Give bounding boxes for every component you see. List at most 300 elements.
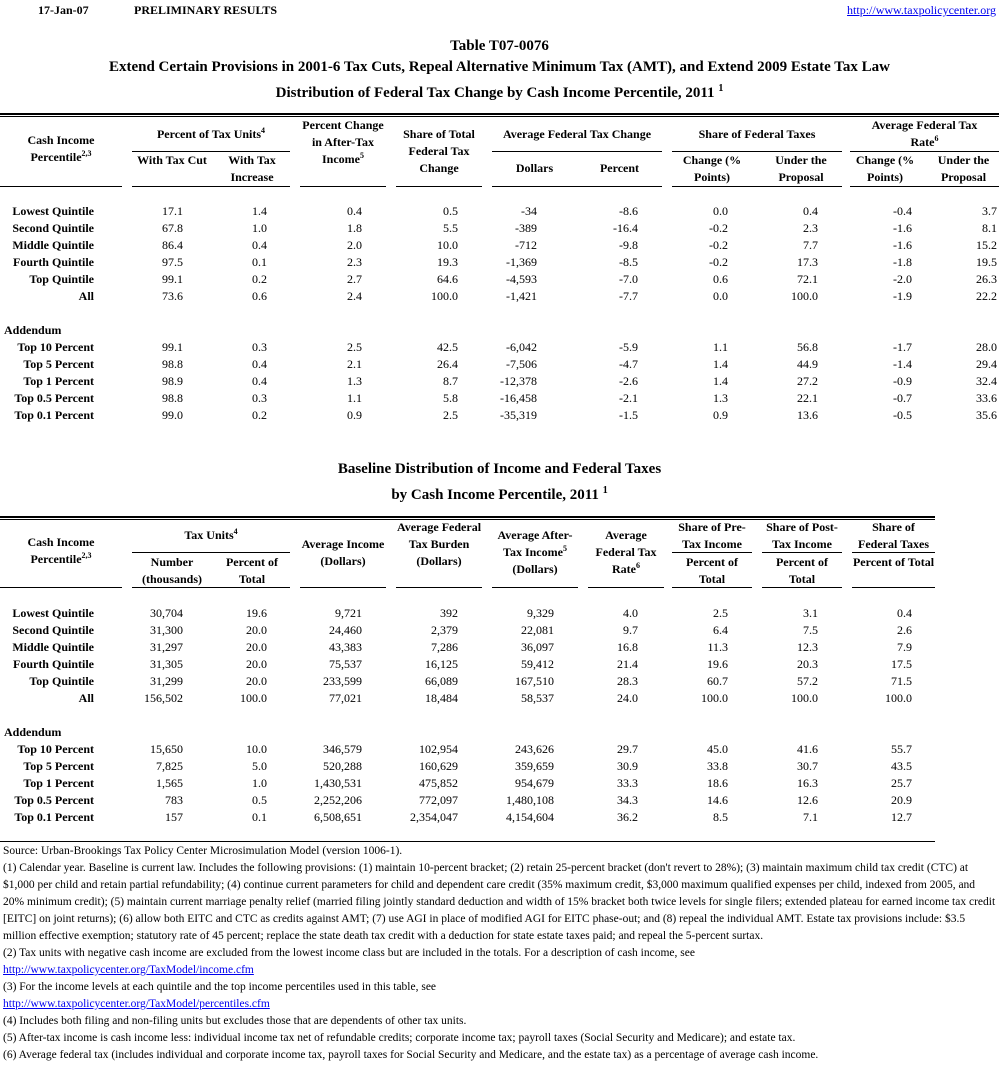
table-cell: 13.6 [797,408,818,422]
table-cell: 9,721 [335,606,362,620]
row-label: Middle Quintile [12,640,94,654]
footnote-5: (5) After-tax income is cash income less: individual income tax net of refundable credits; corporate income tax; payroll taxes (Social Security and Medicare); and estate tax. [3,1032,796,1044]
table-cell: 64.6 [437,272,458,286]
table-cell: 6.4 [713,623,728,637]
table-cell: -0.5 [893,408,912,422]
row-label: Top 1 Percent [23,374,94,388]
table-row [0,254,999,271]
table-cell: 20.0 [246,623,267,637]
table-row [0,203,999,220]
table-cell: -8.5 [619,255,638,269]
share-fed-group-header: Share of Federal Taxes [698,127,816,141]
table-cell: -7,506 [506,357,537,371]
row-label: Second Quintile [12,221,94,235]
table-cell: 520,288 [323,759,362,773]
table-row [0,220,999,237]
table-cell: 97.5 [162,255,183,269]
col-with-tax-cut: With Tax Cut [137,153,207,167]
table-cell: 100.0 [431,289,458,303]
table-cell: -1.5 [619,408,638,422]
table-cell: 59,412 [521,657,554,671]
table-cell: 0.4 [347,204,362,218]
table-cell: -16,458 [500,391,537,405]
table-cell: 55.7 [891,742,912,756]
table-cell: -0.2 [709,255,728,269]
table-cell: 783 [165,793,183,807]
rule [850,186,999,187]
table-cell: -1,369 [506,255,537,269]
table-cell: -0.4 [893,204,912,218]
table-row [0,407,999,424]
table-cell: 28.3 [617,674,638,688]
table-cell: 0.5 [252,793,267,807]
table-cell: 29.7 [617,742,638,756]
table-cell: 66,089 [425,674,458,688]
table-cell: 36.2 [617,810,638,824]
table-cell: 100.0 [240,691,267,705]
table-cell: 15,650 [150,742,183,756]
table-cell: 41.6 [797,742,818,756]
table-row [0,741,999,758]
table-cell: 20.3 [797,657,818,671]
table-cell: 7.1 [803,810,818,824]
row-label: Top Quintile [29,272,94,286]
table-cell: 954,679 [515,776,554,790]
table-cell: -2.0 [893,272,912,286]
col-percent-of-total: Percent of Total [225,555,279,586]
table-cell: 0.9 [347,408,362,422]
table-cell: -1.9 [893,289,912,303]
row-label: Top 10 Percent [17,340,94,354]
table2-title [0,459,999,506]
table-cell: -6,042 [506,340,537,354]
footnote-2: (2) Tax units with negative cash income are excluded from the lowest income class but are included in the totals. For a description of cash income, see [3,947,695,959]
table-cell: 1,480,108 [506,793,554,807]
col-percentile-header: Cash Income Percentile$^{2,3}$ [27,535,95,566]
table-cell: 4.0 [623,606,638,620]
table-cell: 21.4 [617,657,638,671]
table-row [0,656,999,673]
table-cell: 57.2 [797,674,818,688]
table-cell: 1.3 [713,391,728,405]
table-cell: 6,508,651 [314,810,362,824]
table-cell: 16.8 [617,640,638,654]
rule [588,587,664,588]
table-cell: 27.2 [797,374,818,388]
table-cell: 2.5 [713,606,728,620]
table-cell: 0.1 [252,255,267,269]
table-cell: 0.3 [252,340,267,354]
table-cell: 1.4 [713,357,728,371]
table-cell: 73.6 [162,289,183,303]
table-cell: 102,954 [419,742,458,756]
rule [132,552,290,553]
table-row [0,288,999,305]
table-cell: 7,825 [156,759,183,773]
rule [762,587,842,588]
table-cell: 33.3 [617,776,638,790]
col-change-pts: Change (% Points) [682,153,742,184]
table-cell: 33.6 [976,391,997,405]
col-avg-rate: Average Federal Tax Rate$^6$ [595,528,657,576]
row-label: Top 5 Percent [23,759,94,773]
col-share-fed-pct: Percent of Total [852,555,935,569]
table-row [0,758,999,775]
table-cell: 26.3 [976,272,997,286]
table2-title-line2: by Cash Income Percentile, 2011 $^1$ [391,485,608,503]
table-cell: 18.6 [707,776,728,790]
table-cell: 100.0 [791,289,818,303]
table-cell: 8.1 [982,221,997,235]
table-cell: 100.0 [885,691,912,705]
table-cell: 2.5 [347,340,362,354]
table-cell: -5.9 [619,340,638,354]
table-cell: 1.0 [252,776,267,790]
table-cell: 56.8 [797,340,818,354]
table-cell: 0.0 [713,289,728,303]
col-avg-after-tax: Average After- Tax Income$^5$ (Dollars) [497,528,573,576]
table-cell: 77,021 [329,691,362,705]
table-cell: 1.1 [347,391,362,405]
table-cell: 99.1 [162,340,183,354]
report-date: 17-Jan-07 [38,3,89,17]
table-cell: 2,379 [431,623,458,637]
table-row [0,390,999,407]
tax-units-group-header: Tax Units$^4$ [184,527,238,542]
table-cell: 45.0 [707,742,728,756]
table-cell: -712 [515,238,537,252]
table-cell: 30.7 [797,759,818,773]
table-cell: 31,305 [150,657,183,671]
avg-rate-group-header: Average Federal Tax Rate$^6$ [871,118,978,149]
table-cell: 346,579 [323,742,362,756]
income-definition-link[interactable]: http://www.taxpolicycenter.org/TaxModel/income.cfm [3,964,254,976]
table-cell: 14.6 [707,793,728,807]
table-cell: -7.0 [619,272,638,286]
rule [492,186,662,187]
table-row [0,792,999,809]
row-label: Top 0.1 Percent [14,810,94,824]
table-cell: 19.6 [707,657,728,671]
table-cell: 98.9 [162,374,183,388]
table-cell: 9,329 [527,606,554,620]
col-share-post-pct: Percent of Total [775,555,829,586]
table-cell: 0.4 [252,374,267,388]
table-cell: 3.7 [982,204,997,218]
table-cell: 16.3 [797,776,818,790]
row-label: Fourth Quintile [12,657,94,671]
source-note: Source: Urban-Brookings Tax Policy Center Microsimulation Model (version 1006-1). [3,845,403,857]
table-cell: -1.6 [893,238,912,252]
table-id: Table T07-0076 [450,38,549,54]
table-cell: 0.6 [252,289,267,303]
table-cell: 25.7 [891,776,912,790]
table-cell: 30,704 [150,606,183,620]
rule [672,552,752,553]
table-row [0,356,999,373]
table-cell: 30.9 [617,759,638,773]
table-cell: 11.3 [707,640,728,654]
rule [852,552,935,553]
table-cell: -1.7 [893,340,912,354]
rule [300,186,386,187]
table-cell: -4,593 [506,272,537,286]
table-cell: 31,300 [150,623,183,637]
table-cell: 2,354,047 [410,810,458,824]
table-cell: 2.6 [897,623,912,637]
row-label: Top Quintile [29,674,94,688]
table-cell: 35.6 [976,408,997,422]
table-cell: 2.7 [347,272,362,286]
row-label: Fourth Quintile [12,255,94,269]
table-cell: 19.3 [437,255,458,269]
col-number-thousands: Number (thousands) [141,555,203,586]
table-cell: 0.6 [713,272,728,286]
table-cell: -8.6 [619,204,638,218]
rule [492,151,662,152]
row-label: Middle Quintile [12,238,94,252]
table-cell: 17.1 [162,204,183,218]
table-cell: 0.3 [252,391,267,405]
table-cell: 2.4 [347,289,362,303]
table-cell: 67.8 [162,221,183,235]
addendum-label-row [0,724,999,741]
rule [300,587,386,588]
col-rate-under-proposal: Under the Proposal [937,153,990,184]
row-label: Lowest Quintile [12,606,94,620]
table-cell: 392 [440,606,458,620]
rule [0,186,122,187]
col-pct-change-after-tax: Percent Change in After-Tax Income$^5$ [302,118,384,166]
table-cell: 86.4 [162,238,183,252]
table-cell: 2.3 [347,255,362,269]
table-row [0,237,999,254]
notes-rule [0,841,935,842]
row-label: All [78,289,94,303]
table-cell: 99.0 [162,408,183,422]
table-row [0,271,999,288]
table-cell: 233,599 [323,674,362,688]
row-label: Lowest Quintile [12,204,94,218]
table-cell: -35,319 [500,408,537,422]
table-cell: 20.9 [891,793,912,807]
col-share-post-tax: Share of Post-Tax Income [766,520,838,551]
table-cell: 7.5 [803,623,818,637]
avg-change-group-header: Average Federal Tax Change [502,127,652,141]
rule [0,587,122,588]
table-cell: -0.7 [893,391,912,405]
table-cell: 1.8 [347,221,362,235]
table-cell: 0.9 [713,408,728,422]
table-cell: 10.0 [437,238,458,252]
rule [132,186,290,187]
table-cell: 72.1 [797,272,818,286]
table-cell: 475,852 [419,776,458,790]
table-cell: 71.5 [891,674,912,688]
table1-title-line1: Extend Certain Provisions in 2001-6 Tax Cuts, Repeal Alternative Minimum Tax (AMT), and Extend 2009 Estate Tax Law [108,59,891,75]
rule [672,587,752,588]
table-cell: 100.0 [791,691,818,705]
table-cell: 243,626 [515,742,554,756]
tax-units-group-header: Percent of Tax Units$^4$ [156,126,266,141]
table-cell: 22.1 [797,391,818,405]
table-cell: 0.1 [252,810,267,824]
table-cell: 15.2 [976,238,997,252]
footnote-6: (6) Average federal tax (includes individual and corporate income tax, payroll taxes for Social Security and Medicare, and the estate tax) as a percentage of average cash income. [3,1049,819,1061]
table2-title-line1: Baseline Distribution of Income and Federal Taxes [337,461,662,477]
table-cell: 22,081 [521,623,554,637]
table-cell: 0.5 [443,204,458,218]
table-cell: -2.6 [619,374,638,388]
addendum-label: Addendum [4,323,62,337]
table-cell: 167,510 [515,674,554,688]
table-cell: 772,097 [419,793,458,807]
table-cell: 0.2 [252,408,267,422]
row-label: Top 0.1 Percent [14,408,94,422]
table-cell: 19.6 [246,606,267,620]
table-cell: 29.4 [976,357,997,371]
table-cell: 1.1 [713,340,728,354]
col-dollars: Dollars [515,161,554,175]
table-cell: 19.5 [976,255,997,269]
table-cell: 34.3 [617,793,638,807]
table-cell: 98.8 [162,357,183,371]
row-label: All [78,691,94,705]
table-row [0,622,999,639]
table-cell: 12.3 [797,640,818,654]
taxpolicycenter-link[interactable]: http://www.taxpolicycenter.org [847,3,996,17]
table-cell: 26.4 [437,357,458,371]
col-share-pre-pct: Percent of Total [685,555,739,586]
table-cell: 1,430,531 [314,776,362,790]
percentiles-link[interactable]: http://www.taxpolicycenter.org/TaxModel/percentiles.cfm [3,998,270,1010]
table-cell: 1,565 [156,776,183,790]
rule [132,587,290,588]
table-cell: 9.7 [623,623,638,637]
table-cell: 98.8 [162,391,183,405]
table-cell: 31,299 [150,674,183,688]
table-cell: 7.9 [897,640,912,654]
table-cell: 43.5 [891,759,912,773]
table-cell: -0.2 [709,238,728,252]
row-label: Top 1 Percent [23,776,94,790]
table-cell: 2.1 [347,357,362,371]
table-cell: 3.1 [803,606,818,620]
table-cell: -12,378 [500,374,537,388]
table-row [0,809,999,826]
col-with-tax-increase: With Tax Increase [228,153,276,184]
table-cell: 100.0 [701,691,728,705]
table-row [0,605,999,622]
table-cell: 17.5 [891,657,912,671]
footnote-4: (4) Includes both filing and non-filing units but excludes those that are dependents of other tax units. [3,1015,467,1027]
table-row [0,673,999,690]
row-label: Top 5 Percent [23,357,94,371]
table-cell: -1.8 [893,255,912,269]
rule [672,186,842,187]
table-cell: 5.5 [443,221,458,235]
col-percentile-header: Cash Income Percentile$^{2,3}$ [27,133,95,164]
table-cell: 17.3 [797,255,818,269]
table-cell: 156,502 [144,691,183,705]
table-cell: 0.0 [713,204,728,218]
table-cell: 7,286 [431,640,458,654]
table-cell: 20.0 [246,657,267,671]
page-header [0,3,999,19]
table-cell: 12.7 [891,810,912,824]
table-cell: 20.0 [246,640,267,654]
table-cell: 1.4 [713,374,728,388]
table-cell: 2,252,206 [314,793,362,807]
table-cell: 157 [165,810,183,824]
row-label: Top 0.5 Percent [14,793,94,807]
rule [396,186,482,187]
table-cell: 1.0 [252,221,267,235]
table-cell: 58,537 [521,691,554,705]
table-cell: 2.3 [803,221,818,235]
table-cell: -0.9 [893,374,912,388]
table-row [0,690,999,707]
table-cell: 2.0 [347,238,362,252]
rule [762,552,842,553]
row-label: Second Quintile [12,623,94,637]
table-cell: 24.0 [617,691,638,705]
rule [852,587,935,588]
col-rate-change-pts: Change (% Points) [855,153,915,184]
table-cell: -1.6 [893,221,912,235]
col-under-proposal: Under the Proposal [775,153,827,184]
table-cell: 2.5 [443,408,458,422]
footnote-3: (3) For the income levels at each quintile and the top income percentiles used in this table, see [3,981,437,993]
footnotes [3,843,998,1064]
table-cell: -1,421 [506,289,537,303]
table-cell: 0.4 [252,238,267,252]
table-row [0,373,999,390]
table-row [0,339,999,356]
table-cell: 0.2 [252,272,267,286]
row-label: Top 0.5 Percent [14,391,94,405]
table-cell: -9.8 [619,238,638,252]
table-row [0,639,999,656]
table-cell: 20.0 [246,674,267,688]
table-cell: 28.0 [976,340,997,354]
table-cell: 5.0 [252,759,267,773]
table-cell: 0.4 [897,606,912,620]
table-cell: 60.7 [707,674,728,688]
table-cell: -1.4 [893,357,912,371]
row-label: Top 10 Percent [17,742,94,756]
col-percent: Percent [599,161,640,175]
table1-title [0,36,999,104]
table-cell: 42.5 [437,340,458,354]
table-cell: 4,154,604 [506,810,554,824]
col-share-total-change: Share of Total Federal Tax Change [403,127,475,175]
table-cell: 75,537 [329,657,362,671]
table-cell: 0.4 [252,357,267,371]
table-cell: 31,297 [150,640,183,654]
table-cell: 22.2 [976,289,997,303]
table-cell: -7.7 [619,289,638,303]
table-row [0,775,999,792]
addendum-label: Addendum [4,725,62,739]
table-cell: 8.7 [443,374,458,388]
col-share-fed-taxes: Share of Federal Taxes [858,520,929,551]
table-cell: 18,484 [425,691,458,705]
table-cell: -0.2 [709,221,728,235]
col-avg-burden: Average Federal Tax Burden (Dollars) [396,520,482,568]
table-cell: 43,383 [329,640,362,654]
table-cell: -2.1 [619,391,638,405]
